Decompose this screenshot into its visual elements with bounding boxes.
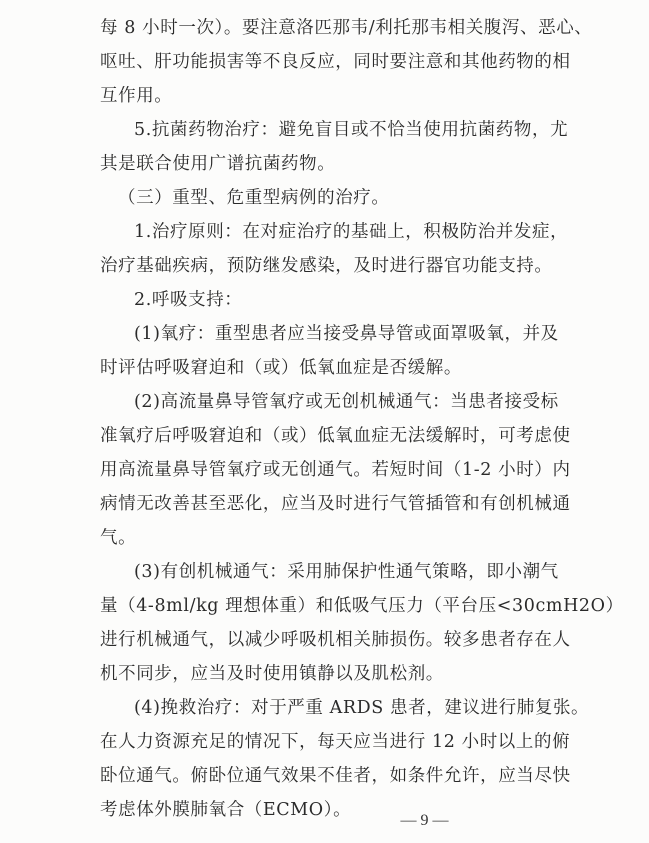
text-line: 其是联合使用广谱抗菌药物。 bbox=[100, 154, 336, 174]
text-line: 用高流量鼻导管氧疗或无创通气。若短时间（1-2 小时）内 bbox=[100, 460, 571, 480]
text-line: 5.抗菌药物治疗：避免盲目或不恰当使用抗菌药物，尤 bbox=[134, 120, 569, 140]
text-line: 时评估呼吸窘迫和（或）低氧血症是否缓解。 bbox=[100, 358, 462, 378]
text-line: 机不同步，应当及时使用镇静以及肌松剂。 bbox=[100, 664, 444, 684]
text-line: (2)高流量鼻导管氧疗或无创机械通气：当患者接受标 bbox=[134, 392, 559, 412]
text-line: 在人力资源充足的情况下，每天应当进行 12 小时以上的俯 bbox=[100, 732, 571, 752]
page-number-text: — 9 — bbox=[400, 812, 449, 829]
text-line: 1.治疗原则：在对症治疗的基础上，积极防治并发症， bbox=[134, 222, 569, 242]
text-line: 卧位通气。俯卧位通气效果不佳者，如条件允许，应当尽快 bbox=[100, 766, 571, 786]
text-line: 准氧疗后呼吸窘迫和（或）低氧血症无法缓解时，可考虑使 bbox=[100, 426, 571, 446]
text-line: 呕吐、肝功能损害等不良反应，同时要注意和其他药物的相 bbox=[100, 52, 571, 72]
text-line: 2.呼吸支持： bbox=[134, 290, 243, 310]
text-line: 考虑体外膜肺氧合（ECMO）。 bbox=[100, 800, 352, 820]
text-line: 病情无改善甚至恶化，应当及时进行气管插管和有创机械通 bbox=[100, 494, 571, 514]
text-line: 治疗基础疾病，预防继发感染，及时进行器官功能支持。 bbox=[100, 256, 553, 276]
text-line: 每 8 小时一次）。要注意洛匹那韦/利托那韦相关腹泻、恶心、 bbox=[100, 18, 593, 38]
text-line: 气。 bbox=[100, 528, 137, 548]
text-line: 进行机械通气，以减少呼吸机相关肺损伤。较多患者存在人 bbox=[100, 630, 571, 650]
text-line: (4)挽救治疗：对于严重 ARDS 患者，建议进行肺复张。 bbox=[134, 698, 590, 718]
page-number bbox=[0, 812, 649, 830]
text-line: 量（4-8ml/kg 理想体重）和低吸气压力（平台压<30cmH2O） bbox=[100, 596, 624, 616]
text-line: (1)氧疗：重型患者应当接受鼻导管或面罩吸氧，并及 bbox=[134, 324, 559, 344]
text-line: 互作用。 bbox=[100, 86, 173, 106]
text-line: (3)有创机械通气：采用肺保护性通气策略，即小潮气 bbox=[134, 562, 559, 582]
section-heading: （三）重型、危重型病例的治疗。 bbox=[118, 188, 390, 208]
